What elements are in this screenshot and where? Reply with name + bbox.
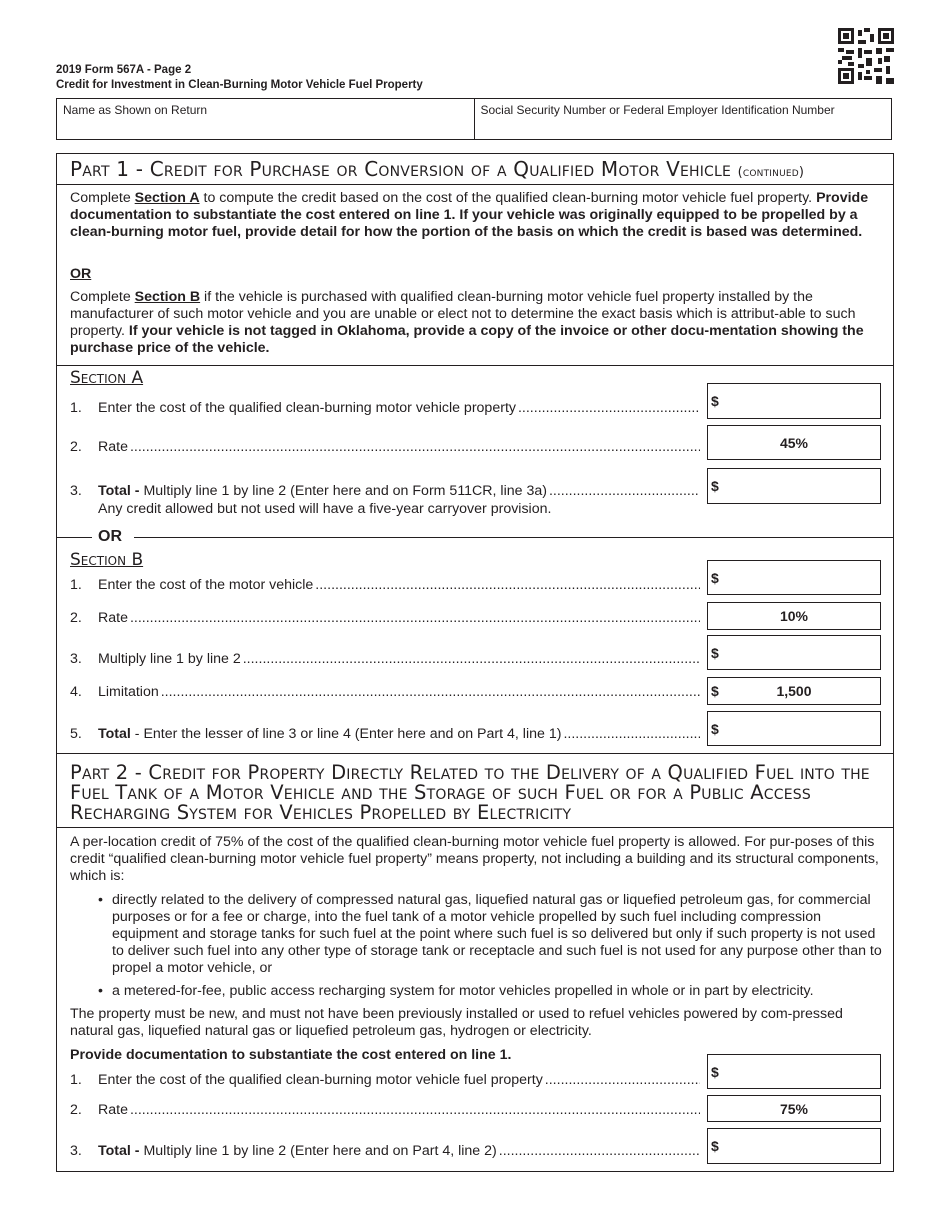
ssn-fein-field[interactable] — [474, 99, 892, 139]
part2-documentation: Provide documentation to substantiate the cost entered on line 1. — [70, 1047, 512, 1063]
section-b-heading: Section B — [70, 550, 144, 570]
part2-new-property: The property must be new, and must not have been previously installed or used to refuel vehicles powered by com-pressed natural gas, liquefied natural gas or liquefied petroleum gas, hydrogen or electricity. — [70, 1006, 843, 1039]
section-a-line1-input[interactable]: $ — [707, 383, 881, 419]
section-a-line3: 3. Total - Multiply line 1 by line 2 (Enter here and on Form 511CR, line 3a) ..... — [70, 483, 700, 499]
section-b-line1: 1. Enter the cost of the motor vehicle ..... — [70, 577, 700, 593]
section-b-line5: 5. Total - Enter the lesser of line 3 or line 4 (Enter here and on Part 4, line 1) ..... — [70, 726, 700, 742]
part1-intro-b: Complete Section B if the vehicle is purchased with qualified clean-burning motor vehicle fuel property installed by the manufacturer of such motor vehicle and you are unable or elect not to determine the exact basis which is attribut-able to such property. If your vehicle is not tagged in Oklahoma, provide a copy of the invoice or other docu-mentation showing the purchase price of the vehicle. — [70, 289, 864, 356]
section-b-rate-box — [707, 602, 881, 630]
section-a-total-input[interactable]: $ — [707, 468, 881, 504]
part1-continued: (continued) — [737, 165, 805, 180]
or-divider: OR — [56, 528, 894, 546]
part2-bullet-1: • directly related to the delivery of compressed natural gas, liquefied natural gas or liquefied petroleum gas, for commercial purposes or for a fee or charge, into the fuel tank of a motor vehicle propelled by such fuel including compression equipment and storage tanks for such fuel at the point where such fuel is so delivered but only if such property is not used to deliver such fuel into any other type of storage tank or receptacle and such fuel is not used for any purpose other than to propel a motor vehicle, or — [98, 892, 882, 976]
part2-line3: 3. Total - Multiply line 1 by line 2 (Enter here and on Part 4, line 2) ..... — [70, 1143, 700, 1159]
part2-rate-value: 75% — [779, 1100, 809, 1117]
section-b-line3-input[interactable]: $ — [707, 635, 881, 670]
section-a-heading: Section A — [70, 368, 144, 388]
divider — [56, 827, 894, 828]
section-b-limitation-box: $ 1,500 — [707, 677, 881, 705]
section-a-link: Section A — [134, 190, 200, 206]
divider — [56, 365, 894, 366]
section-b-total-input[interactable]: $ — [707, 711, 881, 746]
divider — [56, 184, 894, 185]
section-b-line4: 4. Limitation ..... — [70, 684, 700, 700]
section-b-line1-input[interactable]: $ — [707, 560, 881, 595]
section-a-line1: 1. Enter the cost of the qualified clean-burning motor vehicle property ..... — [70, 400, 700, 416]
section-b-line2: 2. Rate ..... — [70, 610, 700, 626]
section-b-link: Section B — [134, 289, 201, 305]
part2-bullet-2: • a metered-for-fee, public access recharging system for motor vehicles propelled in whole or in part by electricity. — [98, 983, 814, 999]
divider — [56, 753, 894, 754]
name-field[interactable] — [57, 99, 474, 139]
qr-code-icon — [838, 28, 894, 84]
form-title: Credit for Investment in Clean-Burning Motor Vehicle Fuel Property — [56, 79, 423, 91]
part1-or: OR — [70, 266, 92, 282]
name-label: Name as Shown on Return — [63, 103, 208, 117]
ssn-fein-label: Social Security Number or Federal Employer Identification Number — [480, 103, 835, 117]
part1-intro-a: Complete Section A to compute the credit based on the cost of the qualified clean-burning motor vehicle fuel property. Provide documentation to substantiate the cost entered on line 1. If your vehicle was originally equipped to be propelled by a clean-burning motor fuel, provide detail for how the portion of the basis on which the credit is based was determined. — [70, 190, 869, 240]
part2-total-input[interactable]: $ — [707, 1128, 881, 1164]
form-page-label: 2019 Form 567A - Page 2 — [56, 64, 192, 76]
part2-line2: 2. Rate ..... — [70, 1102, 700, 1118]
part1-title: Part 1 - Credit for Purchase or Conversion of a Qualified Motor Vehicle (continued) — [70, 157, 805, 181]
section-b-line3: 3. Multiply line 1 by line 2 ..... — [70, 651, 700, 667]
section-b-rate-value: 10% — [779, 608, 809, 624]
part2-intro: A per-location credit of 75% of the cost of the qualified clean-burning motor vehicle fuel property is allowed. For pur-poses of this credit “qualified clean-burning motor vehicle fuel property” means property, not including a building and its structural components, which is: — [70, 834, 879, 884]
part2-line1-input[interactable]: $ — [707, 1054, 881, 1089]
section-a-line2: 2. Rate ..... — [70, 439, 700, 455]
part2-title: Part 2 - Credit for Property Directly Related to the Delivery of a Qualified Fuel into the Fuel Tank of a Motor Vehicle and the Storage of such Fuel or for a Public Access Recharging System for Vehicles Propelled by Electricity — [70, 761, 870, 824]
section-a-rate-value: 45% — [779, 434, 809, 451]
taxpayer-id-box — [56, 98, 892, 140]
section-a-rate-box — [707, 425, 881, 460]
part2-rate-box — [707, 1095, 881, 1122]
part2-line1: 1. Enter the cost of the qualified clean-burning motor vehicle fuel property ..... — [70, 1072, 700, 1088]
section-b-limitation-value: 1,500 — [776, 683, 812, 699]
carryover-note: Any credit allowed but not used will have a five-year carryover provision. — [98, 501, 552, 517]
